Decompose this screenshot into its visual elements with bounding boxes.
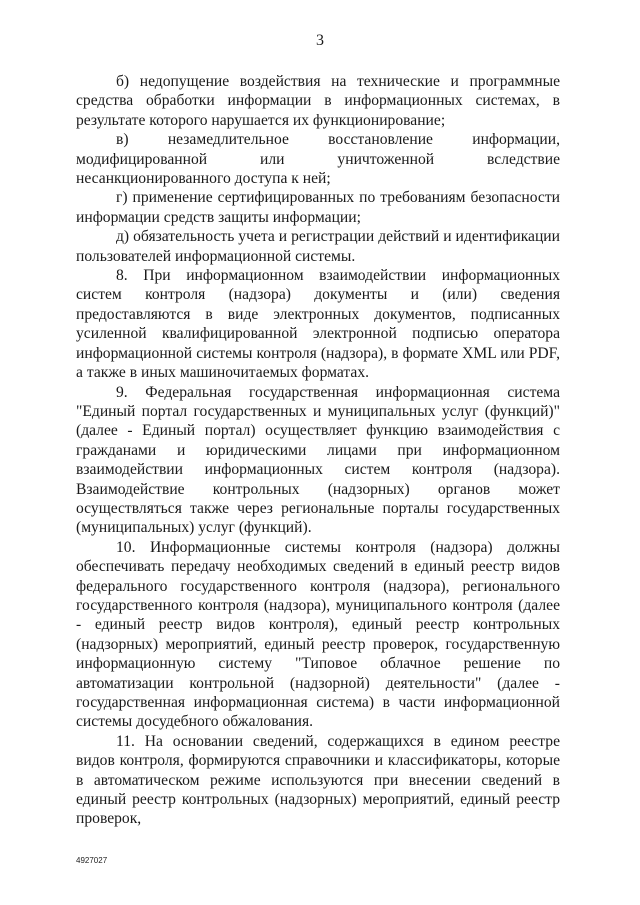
paragraph-g: г) применение сертифицированных по требованиям безопасности информации средств защиты информации; bbox=[76, 189, 560, 226]
document-code: 4927027 bbox=[76, 856, 108, 865]
paragraph-10: 10. Информационные системы контроля (надзора) должны обеспечивать передачу необходимых сведений в единый реестр видов федерального государственного контроля (надзора), регионального государственного контроля (надзора), муниципального контроля (далее - единый реестр видов контроля), единый реестр контрольных (надзорных) мероприятий, единый реестр проверок, государственную информационную систему "Типовое облачное решение по автоматизации контрольной (надзорной) деятельности" (далее - государственная информационная система) в части информационной системы досудебного обжалования. bbox=[76, 538, 560, 731]
paragraph-v: в) незамедлительное восстановление информации, модифицированной или уничтоженной вследствие несанкционированного доступа к ней; bbox=[76, 131, 560, 188]
paragraph-9: 9. Федеральная государственная информационная система "Единый портал государственных и муниципальных услуг (функций)" (далее - Единый портал) осуществляет функцию взаимодействия с гражданами и юридическими лицами при информационном взаимодействии информационных систем контроля (надзора). Взаимодействие контрольных (надзорных) органов может осуществляться также через региональные порталы государственных (муниципальных) услуг (функций). bbox=[76, 383, 560, 537]
paragraph-8: 8. При информационном взаимодействии информационных систем контроля (надзора) документы и (или) сведения предоставляются в виде электронных документов, подписанных усиленной квалифицированной электронной подписью оператора информационной системы контроля (надзора), в формате XML или PDF, а также в иных машиночитаемых форматах. bbox=[76, 267, 560, 382]
paragraph-b: б) недопущение воздействия на технические и программные средства обработки информации в информационных системах, в результате которого нарушается их функционирование; bbox=[76, 73, 560, 129]
paragraph-11: 11. На основании сведений, содержащихся в едином реестре видов контроля, формируются справочники и классификаторы, которые в автоматическом режиме используются при внесении сведений в единый реестр контрольных (надзорных) мероприятий, единый реестр проверок, bbox=[76, 732, 560, 828]
document-body bbox=[76, 72, 560, 829]
page-number: 3 bbox=[316, 32, 324, 49]
paragraph-d: д) обязательность учета и регистрации действий и идентификации пользователей информационной системы. bbox=[76, 228, 560, 265]
